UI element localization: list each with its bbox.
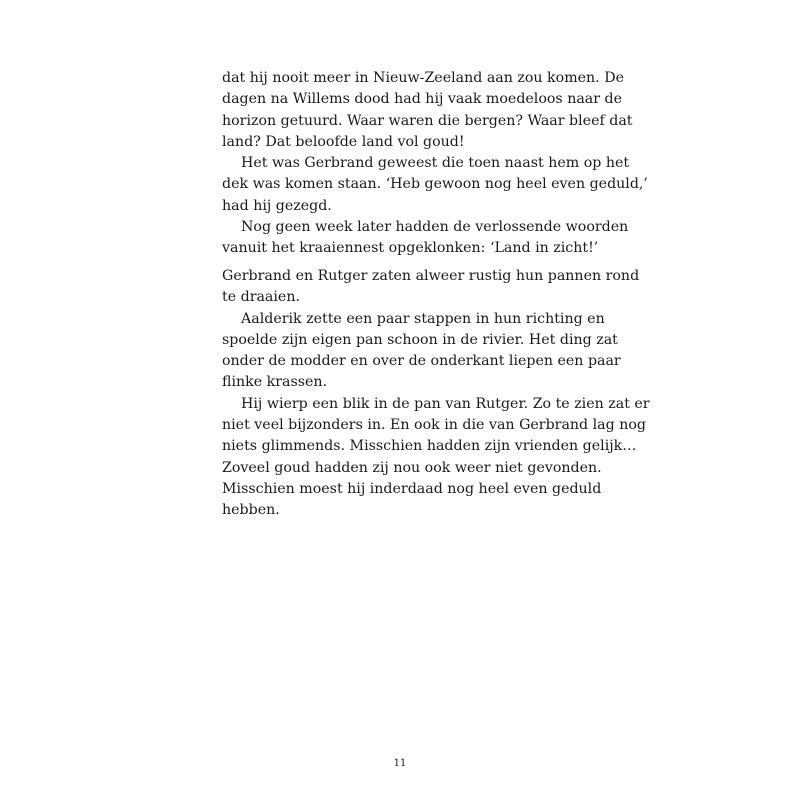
- text-line: niets glimmends. Misschien hadden zijn vrienden gelijk…: [222, 438, 637, 455]
- text-line: dagen na Willems dood had hij vaak moedeloos naar de: [222, 91, 623, 108]
- text-line: Gerbrand en Rutger zaten alweer rustig hun pannen rond: [222, 268, 640, 284]
- text-line: Nog geen week later hadden de verlossende woorden: [241, 219, 629, 236]
- text-line: onder de modder en over de onderkant liepen een paar: [222, 353, 621, 370]
- text-line: land? Dat beloofde land vol goud!: [222, 133, 465, 150]
- text-line: Het was Gerbrand geweest die toen naast hem op het: [241, 155, 630, 172]
- paragraph: [222, 309, 621, 394]
- text-section-1: [222, 68, 648, 260]
- text-line: horizon getuurd. Waar waren die bergen? Waar bleef dat: [222, 112, 633, 129]
- text-line: hebben.: [222, 502, 280, 519]
- text-line: vanuit het kraaiennest opgeklonken: ‘Land in zicht!’: [222, 240, 599, 257]
- text-line: dek was komen staan. ‘Heb gewoon nog heel even geduld,’: [222, 176, 648, 193]
- paragraph: [222, 394, 650, 522]
- text-line: Zoveel goud hadden zij nou ook weer niet gevonden.: [222, 459, 602, 476]
- text-line: Aalderik zette een paar stappen in hun richting en: [241, 310, 605, 327]
- text-line: Hij wierp een blik in de pan van Rutger. Zo te zien zat er: [241, 395, 650, 412]
- text-line: niet veel bijzonders in. En ook in die van Gerbrand lag nog: [222, 417, 646, 434]
- paragraph: [222, 153, 648, 217]
- page-number: 11: [393, 758, 407, 769]
- paragraph: [222, 217, 629, 260]
- paragraph: [222, 266, 640, 309]
- text-line: dat hij nooit meer in Nieuw-Zeeland aan zou komen. De: [222, 70, 624, 86]
- text-line: flinke krassen.: [222, 374, 328, 391]
- paragraph: [222, 68, 633, 153]
- text-section-2: [222, 266, 650, 522]
- text-line: spoelde zijn eigen pan schoon in de rivier. Het ding zat: [222, 331, 618, 348]
- text-line: te draaien.: [222, 289, 300, 306]
- text-line: Misschien moest hij inderdaad nog heel even geduld: [222, 480, 602, 497]
- text-line: had hij gezegd.: [222, 197, 332, 214]
